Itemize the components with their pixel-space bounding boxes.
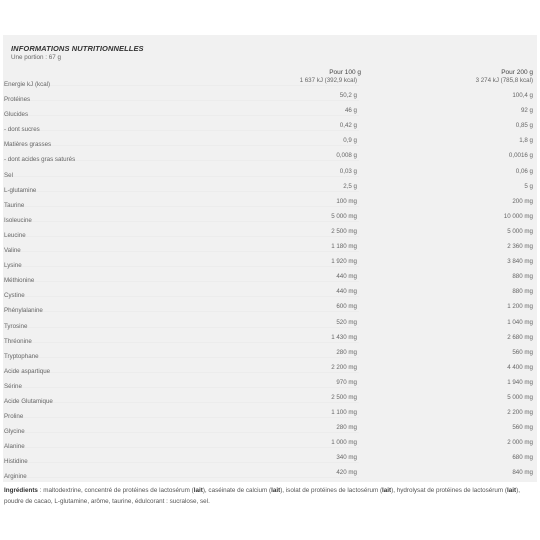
- value-per-100g: 0,9 g: [343, 137, 357, 145]
- row-divider: [3, 342, 359, 343]
- row-divider: [3, 251, 359, 252]
- nutrition-panel: [3, 35, 537, 482]
- value-per-200g: 0,85 g: [515, 122, 533, 130]
- value-per-100g: 1 100 mg: [331, 409, 357, 417]
- nutrient-name: Glucides: [4, 111, 29, 119]
- value-per-100g: 2 200 mg: [331, 363, 357, 371]
- ingredient-text: ), caséinate de calcium (: [202, 487, 272, 494]
- value-per-200g: 0,0016 g: [508, 152, 533, 160]
- row-divider: [3, 387, 359, 388]
- allergen-text: lait: [382, 487, 392, 494]
- table-row: [3, 92, 537, 107]
- allergen-text: lait: [193, 487, 203, 494]
- ingredients-text: [4, 486, 534, 507]
- value-per-200g: 3 840 mg: [507, 258, 533, 266]
- nutrient-name: Tryptophane: [4, 352, 39, 360]
- table-row: [3, 439, 537, 454]
- row-divider: [3, 477, 359, 478]
- allergen-text: lait: [271, 487, 281, 494]
- value-per-200g: 5 g: [524, 182, 533, 190]
- nutrient-name: Protéines: [4, 96, 31, 104]
- table-row: [3, 364, 537, 379]
- row-divider: [3, 372, 359, 373]
- table-row: [3, 168, 537, 183]
- value-per-200g: 680 mg: [512, 454, 533, 462]
- nutrient-name: Tyrosine: [4, 322, 28, 330]
- nutrient-name: - dont sucres: [4, 126, 40, 134]
- value-per-100g: 0,03 g: [339, 167, 357, 175]
- value-per-200g: 1 940 mg: [507, 378, 533, 386]
- table-row: [3, 303, 537, 318]
- row-divider: [3, 357, 359, 358]
- value-per-200g: 92 g: [520, 107, 533, 115]
- nutrition-table: [3, 77, 537, 485]
- portion-size: Une portion : 67 g: [11, 54, 62, 61]
- value-per-200g: 200 mg: [512, 197, 533, 205]
- table-row: [3, 243, 537, 258]
- column-header-100g: Pour 100 g: [329, 69, 361, 76]
- value-per-100g: 520 mg: [336, 318, 357, 326]
- table-row: [3, 349, 537, 364]
- table-row: [3, 394, 537, 409]
- value-per-200g: 2 000 mg: [507, 439, 533, 447]
- nutrient-name: Glycine: [4, 428, 25, 436]
- table-row: [3, 258, 537, 273]
- value-per-200g: 5 000 mg: [507, 393, 533, 401]
- nutrient-name: Arginine: [4, 473, 27, 481]
- value-per-100g: 2 500 mg: [331, 393, 357, 401]
- value-per-200g: 0,06 g: [515, 167, 533, 175]
- row-divider: [3, 402, 359, 403]
- row-divider: [3, 85, 359, 86]
- row-divider: [3, 296, 359, 297]
- row-divider: [3, 176, 359, 177]
- table-row: [3, 122, 537, 137]
- value-per-200g: 4 400 mg: [507, 363, 533, 371]
- nutrient-name: Acide Glutamique: [4, 397, 53, 405]
- value-per-100g: 600 mg: [336, 303, 357, 311]
- value-per-100g: 0,42 g: [339, 122, 357, 130]
- value-per-200g: 1 040 mg: [507, 318, 533, 326]
- value-per-100g: 420 mg: [336, 469, 357, 477]
- value-per-200g: 880 mg: [512, 273, 533, 281]
- nutrient-name: Acide aspartique: [4, 367, 51, 375]
- value-per-200g: 2 200 mg: [507, 409, 533, 417]
- row-divider: [3, 206, 359, 207]
- value-per-100g: 5 000 mg: [331, 212, 357, 220]
- row-divider: [3, 145, 359, 146]
- row-divider: [3, 417, 359, 418]
- value-per-100g: 280 mg: [336, 424, 357, 432]
- ingredients-label: Ingrédients: [4, 487, 38, 494]
- row-divider: [3, 447, 359, 448]
- value-per-100g: 0,008 g: [336, 152, 357, 160]
- table-row: [3, 469, 537, 484]
- nutrient-name: Thréonine: [4, 337, 32, 345]
- ingredient-text: ), isolat de protéines de lactosérum (: [280, 487, 383, 494]
- table-row: [3, 77, 537, 92]
- value-per-100g: 2 500 mg: [331, 227, 357, 235]
- value-per-100g: 50,2 g: [339, 92, 357, 100]
- table-row: [3, 319, 537, 334]
- table-row: [3, 409, 537, 424]
- value-per-100g: 440 mg: [336, 273, 357, 281]
- nutrient-name: Leucine: [4, 231, 26, 239]
- row-divider: [3, 130, 359, 131]
- nutrient-name: - dont acides gras saturés: [4, 156, 76, 164]
- value-per-100g: 970 mg: [336, 378, 357, 386]
- value-per-100g: 1 430 mg: [331, 333, 357, 341]
- ingredient-text: ), hydrolysat de protéines de lactosérum (: [391, 487, 508, 494]
- ingredient-text: : maltodextrine, concentré de protéines de lactosérum (: [39, 487, 194, 494]
- table-row: [3, 137, 537, 152]
- table-row: [3, 454, 537, 469]
- table-row: [3, 424, 537, 439]
- value-per-200g: 880 mg: [512, 288, 533, 296]
- nutrient-name: Taurine: [4, 201, 25, 209]
- value-per-100g: 280 mg: [336, 348, 357, 356]
- table-row: [3, 228, 537, 243]
- row-divider: [3, 100, 359, 101]
- nutrient-name: Matières grasses: [4, 141, 52, 149]
- row-divider: [3, 432, 359, 433]
- value-per-200g: 10 000 mg: [503, 212, 533, 220]
- value-per-200g: 100,4 g: [512, 92, 533, 100]
- value-per-200g: 3 274 kJ (785,8 kcal): [475, 77, 533, 84]
- row-divider: [3, 462, 359, 463]
- nutrient-name: Cystine: [4, 292, 25, 300]
- value-per-100g: 2,5 g: [343, 182, 357, 190]
- value-per-100g: 46 g: [344, 107, 357, 115]
- value-per-100g: 340 mg: [336, 454, 357, 462]
- column-header-200g: Pour 200 g: [501, 69, 533, 76]
- value-per-100g: 440 mg: [336, 288, 357, 296]
- value-per-200g: 5 000 mg: [507, 227, 533, 235]
- row-divider: [3, 281, 359, 282]
- table-row: [3, 152, 537, 167]
- table-row: [3, 379, 537, 394]
- row-divider: [3, 236, 359, 237]
- value-per-100g: 1 000 mg: [331, 439, 357, 447]
- value-per-200g: 2 680 mg: [507, 333, 533, 341]
- row-divider: [3, 311, 359, 312]
- row-divider: [3, 327, 359, 328]
- nutrient-name: Valine: [4, 247, 21, 255]
- value-per-100g: 1 637 kJ (392,9 kcal): [299, 77, 357, 84]
- value-per-100g: 1 920 mg: [331, 258, 357, 266]
- ingredient-text: ), poudre de cacao, L-glutamine, arôme, taurine, édulcorant : sucralose, sel.: [4, 487, 520, 505]
- nutrient-name: Phénylalanine: [4, 307, 43, 315]
- nutrient-name: Histidine: [4, 458, 28, 466]
- nutrient-name: Sel: [4, 171, 13, 179]
- value-per-200g: 2 360 mg: [507, 243, 533, 251]
- row-divider: [3, 266, 359, 267]
- row-divider: [3, 191, 359, 192]
- value-per-200g: 560 mg: [512, 348, 533, 356]
- value-per-200g: 840 mg: [512, 469, 533, 477]
- table-row: [3, 273, 537, 288]
- nutrient-name: Alanine: [4, 443, 25, 451]
- nutrient-name: Energie kJ (kcal): [4, 81, 51, 88]
- value-per-200g: 560 mg: [512, 424, 533, 432]
- table-row: [3, 213, 537, 228]
- nutrient-name: L-glutamine: [4, 186, 37, 194]
- table-row: [3, 334, 537, 349]
- nutrient-name: Isoleucine: [4, 216, 32, 224]
- row-divider: [3, 221, 359, 222]
- table-row: [3, 288, 537, 303]
- nutrition-title: INFORMATIONS NUTRITIONNELLES: [11, 44, 144, 53]
- table-row: [3, 183, 537, 198]
- nutrient-name: Lysine: [4, 262, 22, 270]
- row-divider: [3, 115, 359, 116]
- value-per-100g: 1 180 mg: [331, 243, 357, 251]
- nutrient-name: Proline: [4, 413, 24, 421]
- nutrient-name: Sérine: [4, 382, 22, 390]
- value-per-200g: 1 200 mg: [507, 303, 533, 311]
- nutrient-name: Méthionine: [4, 277, 35, 285]
- value-per-200g: 1,8 g: [519, 137, 533, 145]
- allergen-text: lait: [507, 487, 517, 494]
- table-row: [3, 107, 537, 122]
- value-per-100g: 100 mg: [336, 197, 357, 205]
- table-row: [3, 198, 537, 213]
